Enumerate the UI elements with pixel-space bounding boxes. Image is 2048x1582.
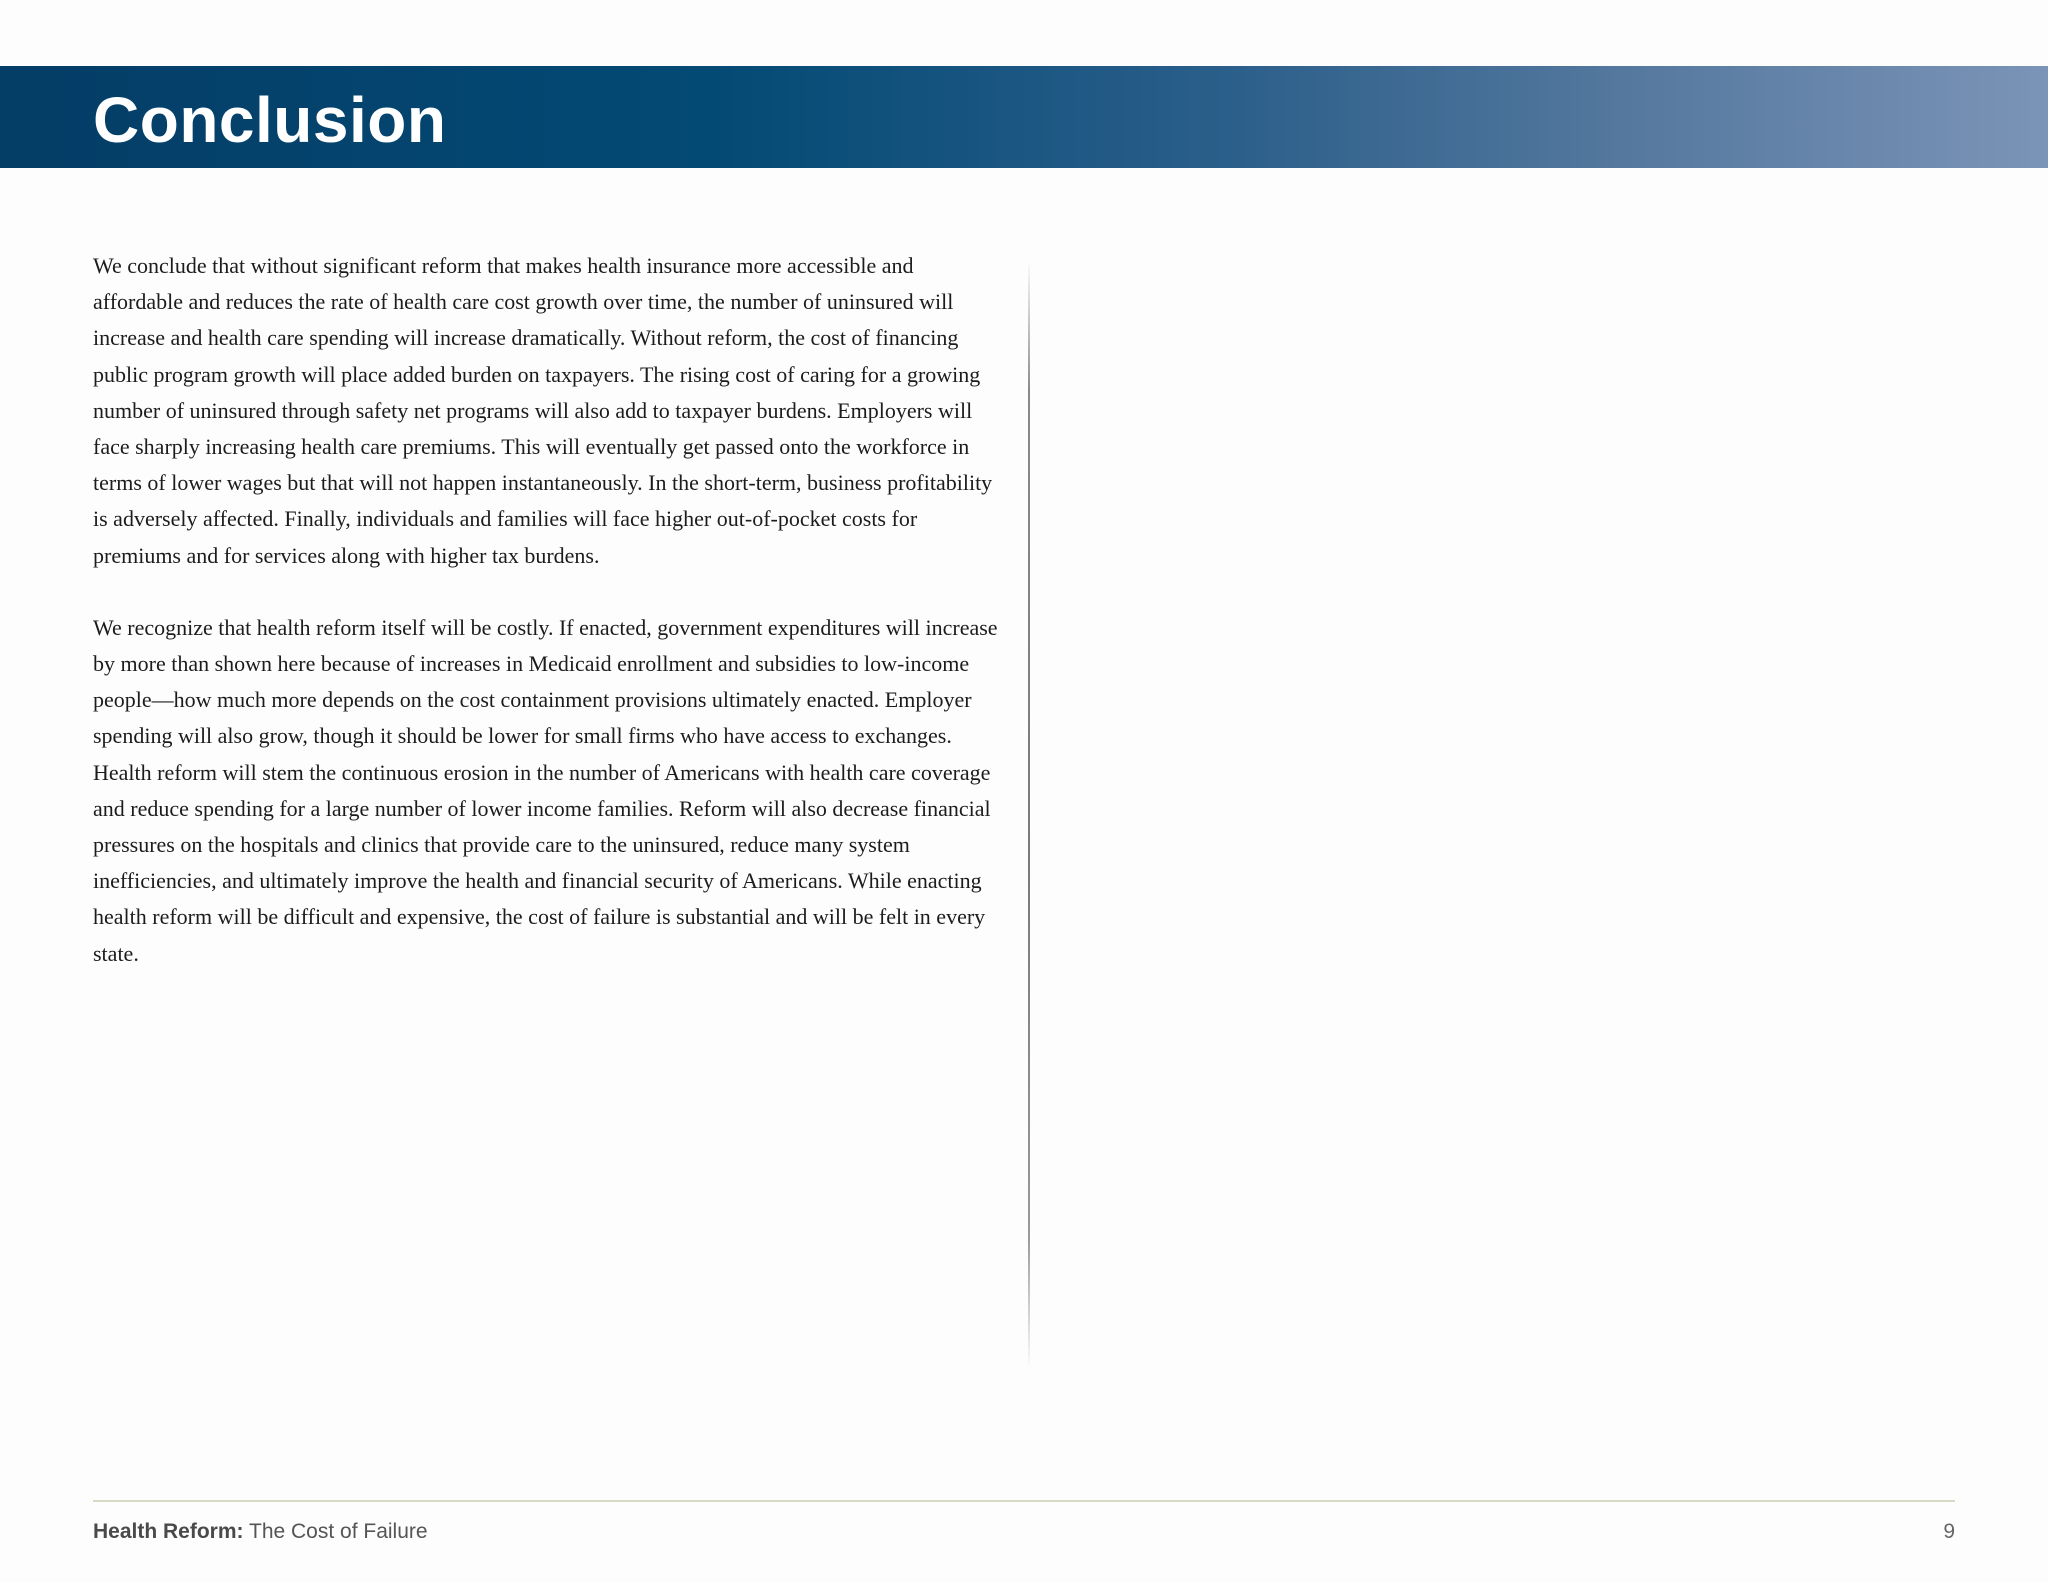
footer-title-rest: The Cost of Failure	[243, 1520, 428, 1543]
body-paragraph-1: We conclude that without significant reform that makes health insurance more accessible and affordable and reduces the rate of health care cost growth over time, the number of uninsured will increase and health care spending will increase dramatically. Without reform, the cost of financing public program growth will place added burden on taxpayers. The rising cost of caring for a growing number of uninsured through safety net programs will also add to taxpayer burdens. Employers will face sharply increasing health care premiums. This will eventually get passed onto the workforce in terms of lower wages but that will not happen instantaneously. In the short-term, business profitability is adversely affected. Finally, individuals and families will face higher out-of-pocket costs for premiums and for services along with higher tax burdens.	[93, 253, 993, 568]
footer-title	[93, 1518, 428, 1546]
body-text-column	[93, 248, 1008, 1008]
footer-rule	[93, 1500, 1955, 1502]
body-paragraph-2: We recognize that health reform itself will be costly. If enacted, government expenditures will increase by more than shown here because of increases in Medicaid enrollment and subsidies to low-income people—how much more depends on the cost containment provisions ultimately enacted. Employer spending will also grow, though it should be lower for small firms who have access to exchanges. Health reform will stem the continuous erosion in the number of Americans with health care coverage and reduce spending for a large number of lower income families. Reform will also decrease financial pressures on the hospitals and clinics that provide care to the uninsured, reduce many system inefficiencies, and ultimately improve the health and financial security of Americans. While enacting health reform will be difficult and expensive, the cost of failure is substantial and will be felt in every state.	[93, 614, 998, 966]
footer-title-bold: Health Reform:	[93, 1520, 244, 1543]
page-number: 9	[1943, 1520, 1955, 1543]
column-divider	[1028, 258, 1030, 1372]
page-title: Conclusion	[93, 84, 447, 156]
